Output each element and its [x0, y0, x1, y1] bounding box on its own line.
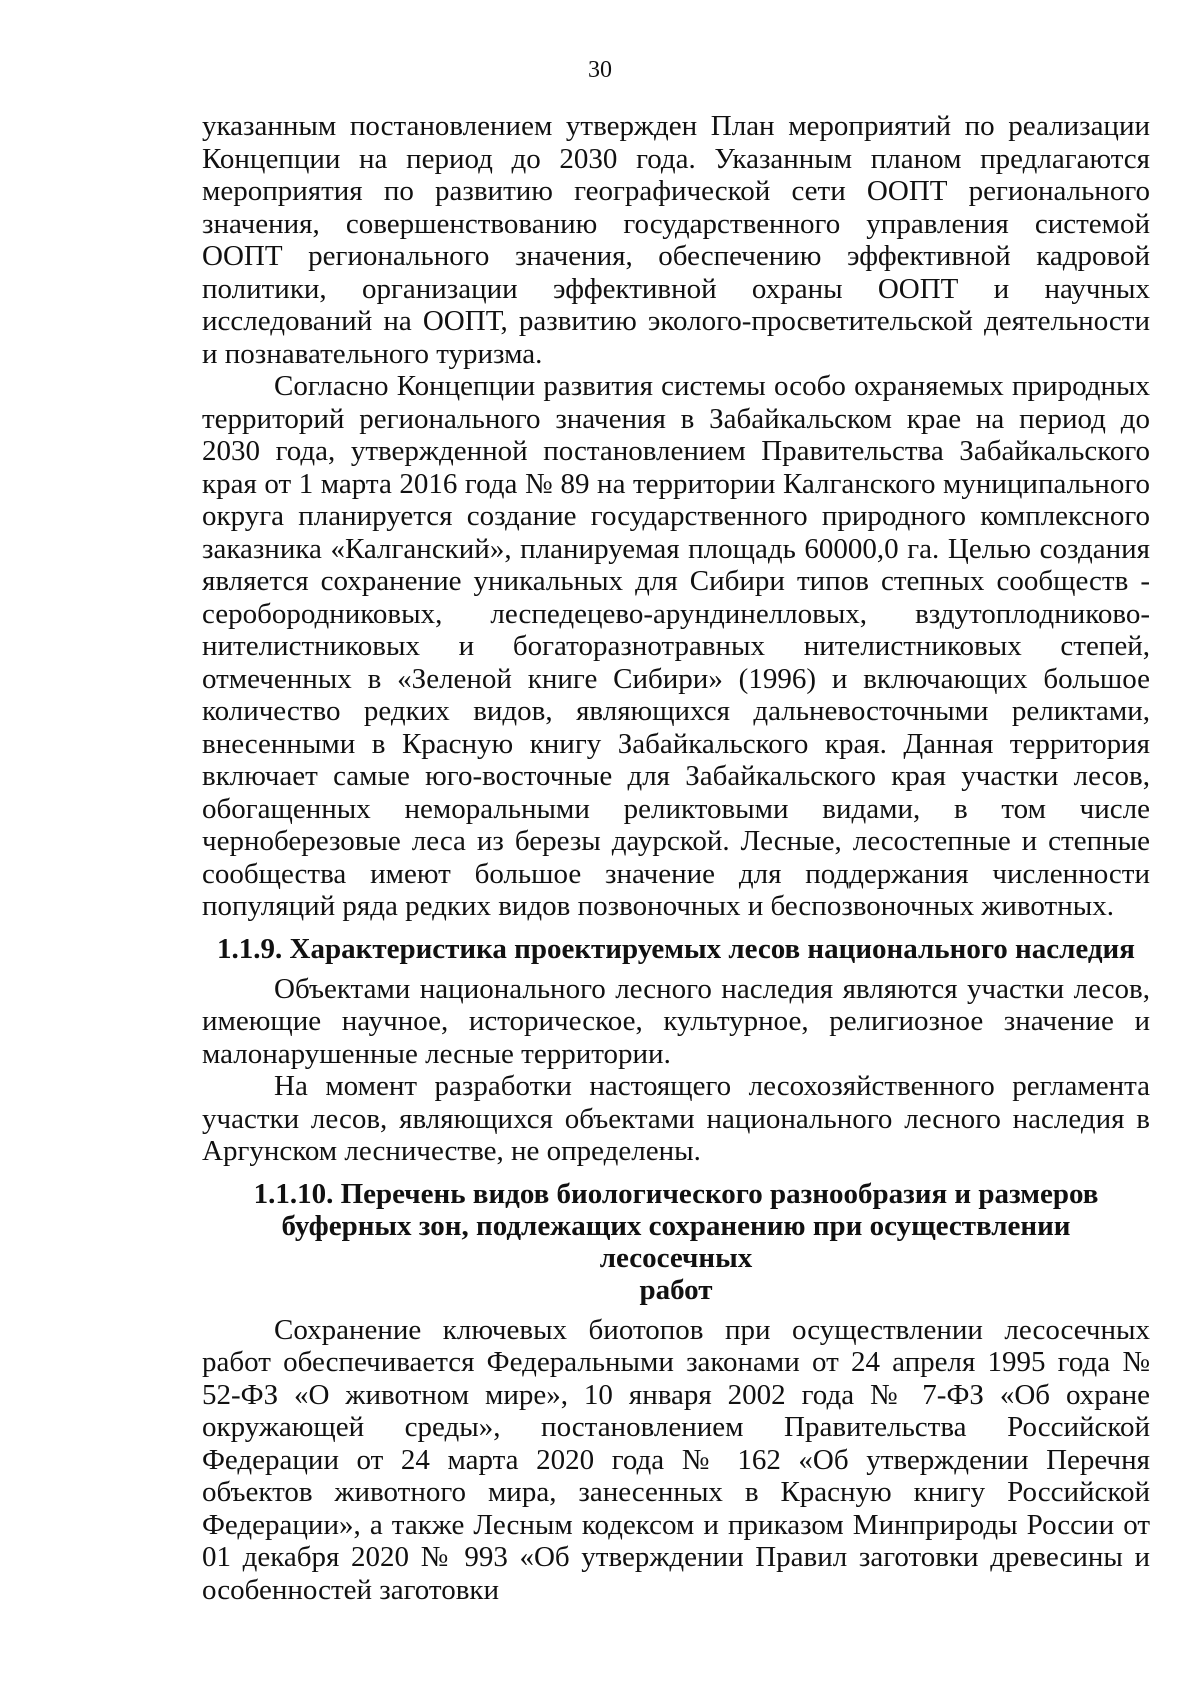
paragraph-national-heritage-status: На момент разработки настоящего лесохозяйственного регламента участки лесов, являющихся объектами национального лесного наследия в Аргунском лесничестве, не определены.	[202, 1070, 1150, 1167]
paragraph-continuation: указанным постановлением утвержден План мероприятий по реализации Концепции на период до 2030 года. Указанным планом предлагаются мероприятия по развитию географической сети ООПТ регионального значения, совершенствованию государственного управления системой ООПТ регионального значения, обеспечению эффективной кадровой политики, организации эффективной охраны ООПТ и научных исследований на ООПТ, развитию эколого-просветительской деятельности и познавательного туризма.	[202, 110, 1150, 370]
paragraph-key-biotopes: Сохранение ключевых биотопов при осуществлении лесосечных работ обеспечивается Федеральными законами от 24 апреля 1995 года № 52-ФЗ «О животном мире», 10 января 2002 года № 7-ФЗ «Об охране окружающей среды», постановлением Правительства Российской Федерации от 24 марта 2020 года № 162 «Об утверждении Перечня объектов животного мира, занесенных в Красную книгу Российской Федерации», а также Лесным кодексом и приказом Минприроды России от 01 декабря 2020 № 993 «Об утверждении Правил заготовки древесины и особенностей заготовки	[202, 1313, 1150, 1606]
heading-line: работ	[639, 1273, 713, 1306]
page-content	[202, 110, 1150, 1606]
section-heading-1-1-10	[202, 1178, 1150, 1306]
paragraph-national-heritage-objects: Объектами национального лесного наследия являются участки лесов, имеющие научное, историческое, культурное, религиозное значение и малонарушенные лесные территории.	[202, 972, 1150, 1070]
section-heading-1-1-9: 1.1.9. Характеристика проектируемых лесов национального наследия	[217, 932, 1135, 965]
heading-line: 1.1.10. Перечень видов биологического разнообразия и размеров	[253, 1177, 1099, 1210]
heading-line: буферных зон, подлежащих сохранению при осуществлении лесосечных	[281, 1209, 1071, 1274]
page-number: 30	[588, 57, 612, 83]
paragraph-concept-kalgansky: Согласно Концепции развития системы особо охраняемых природных территорий регионального значения в Забайкальском крае на период до 2030 года, утвержденной постановлением Правительства Забайкальского края от 1 марта 2016 года № 89 на территории Калганского муниципального округа планируется создание государственного природного комплексного заказника «Калганский», планируемая площадь 60000,0 га. Целью создания является сохранение уникальных для Сибири типов степных сообществ - серобородниковых, леспедецево-арундинелловых, вздутоплодниково-нителистниковых и богаторазнотравных нителистниковых степей, отмеченных в «Зеленой книге Сибири» (1996) и включающих большое количество редких видов, являющихся дальневосточными реликтами, внесенными в Красную книгу Забайкальского края. Данная территория включает самые юго-восточные для Забайкальского края участки лесов, обогащенных неморальными реликтовыми видами, в том числе черноберезовые леса из березы даурской. Лесные, лесостепные и степные сообщества имеют большое значение для поддержания численности популяций ряда редких видов позвоночных и беспозвоночных животных.	[202, 370, 1150, 922]
